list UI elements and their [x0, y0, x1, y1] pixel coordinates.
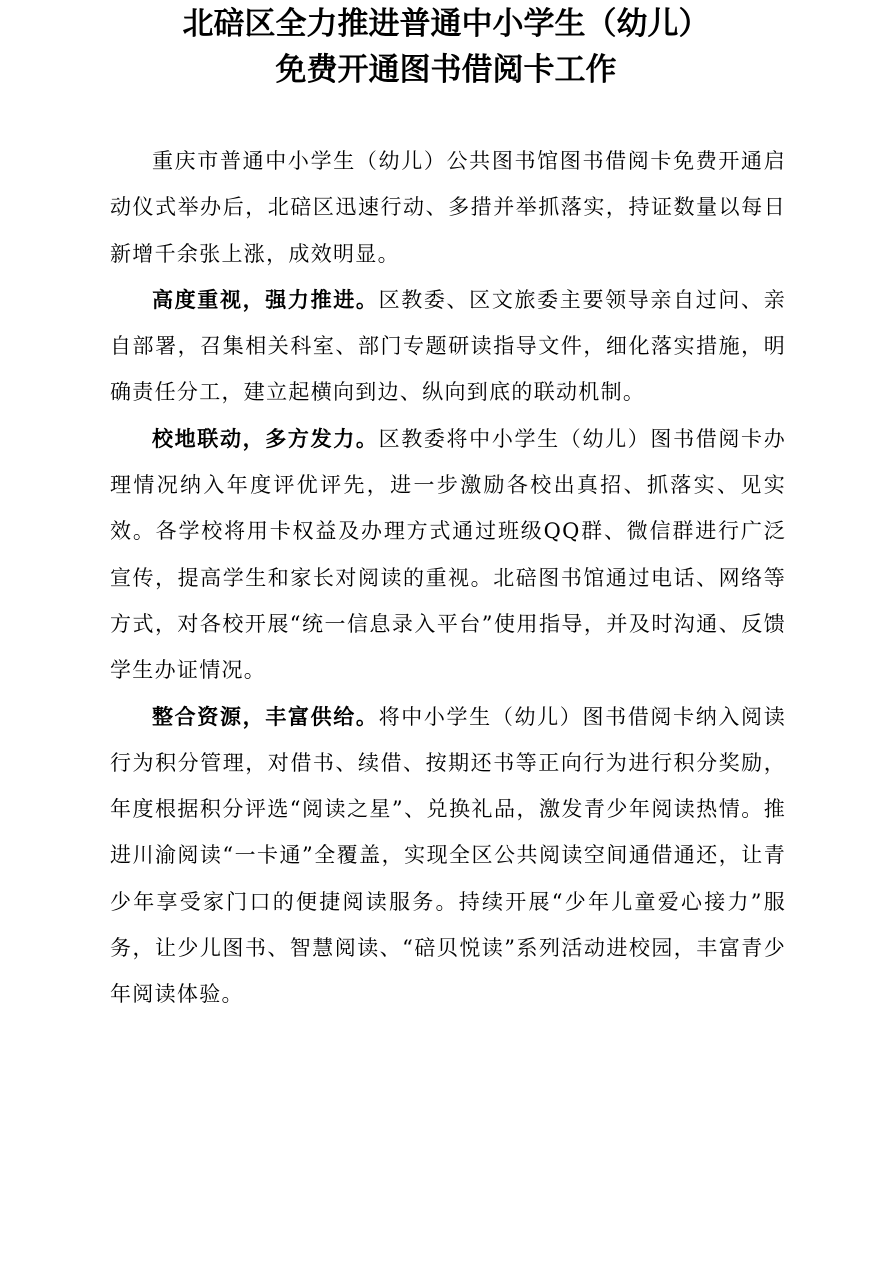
- document-title-line-1: 北碚区全力推进普通中小学生（幼儿）: [182, 6, 710, 42]
- section-heading-2: 校地联动，多方发力。: [152, 425, 379, 451]
- document-title-line-2: 免费开通图书借阅卡工作: [275, 52, 617, 88]
- section-paragraph-3: [110, 694, 786, 1018]
- section-heading-1: 高度重视，强力推进。: [152, 286, 379, 312]
- section-paragraph-2: [110, 416, 786, 694]
- section-text-3: 将中小学生（幼儿）图书借阅卡纳入阅读行为积分管理，对借书、续借、按期还书等正向行为进行积分奖励，年度根据积分评选“阅读之星”、兑换礼品，激发青少年阅读热情。推进川渝阅读“一卡通”全覆盖，实现全区公共阅读空间通借通还，让青少年享受家门口的便捷阅读服务。持续开展“少年儿童爱心接力”服务，让少儿图书、智慧阅读、“碚贝悦读”系列活动进校园，丰富青少年阅读体验。: [110, 704, 787, 1007]
- section-text-2: 区教委将中小学生（幼儿）图书借阅卡办理情况纳入年度评优评先，进一步激励各校出真招、抓落实、见实效。各学校将用卡权益及办理方式通过班级QQ群、微信群进行广泛宣传，提高学生和家长对阅读的重视。北碚图书馆通过电话、网络等方式，对各校开展“统一信息录入平台”使用指导，并及时沟通、反馈学生办证情况。: [110, 426, 787, 683]
- section-heading-3: 整合资源，丰富供给。: [152, 703, 379, 729]
- section-paragraph-1: [110, 277, 786, 416]
- document-body: [110, 138, 786, 1018]
- section-text-1: 区教委、区文旅委主要领导亲自过问、亲自部署，召集相关科室、部门专题研读指导文件，细化落实措施，明确责任分工，建立起横向到边、纵向到底的联动机制。: [110, 287, 787, 405]
- intro-paragraph: 重庆市普通中小学生（幼儿）公共图书馆图书借阅卡免费开通启动仪式举办后，北碚区迅速行动、多措并举抓落实，持证数量以每日新增千余张上涨，成效明显。: [110, 149, 786, 266]
